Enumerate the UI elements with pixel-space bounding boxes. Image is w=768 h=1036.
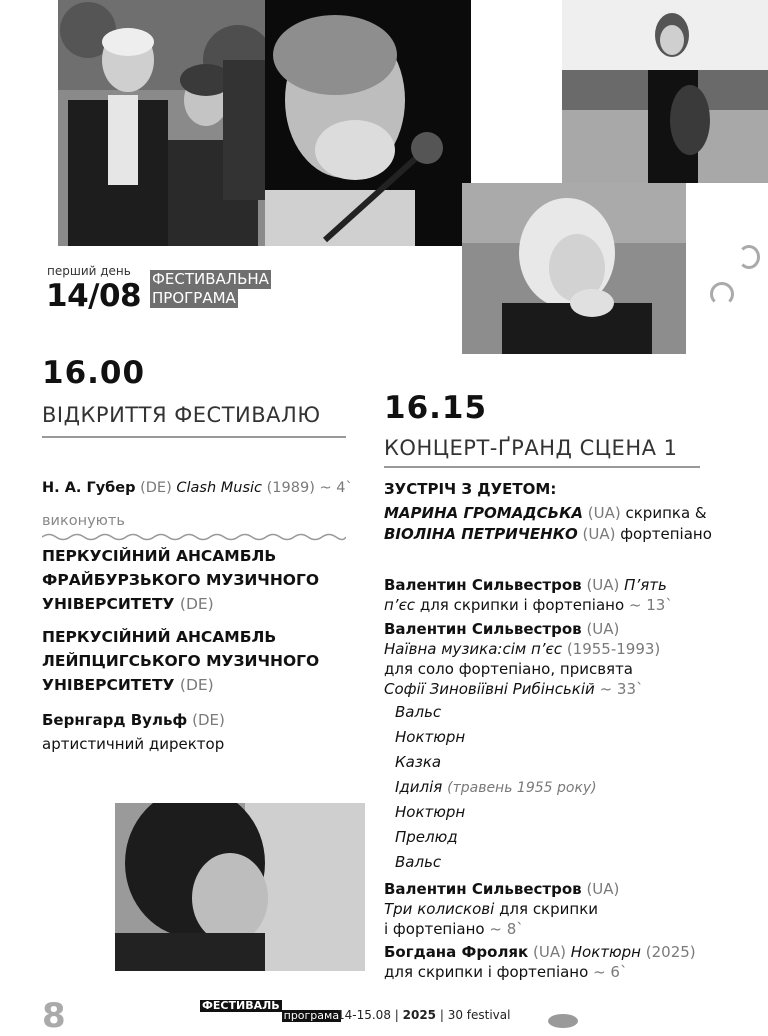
- movement: Ноктюрн: [395, 803, 466, 821]
- photo-woman-bottom: [115, 803, 365, 971]
- line: УНІВЕРСИТЕТУ: [42, 595, 175, 613]
- photo-singer: [265, 0, 471, 246]
- instrument: скрипка &: [625, 504, 707, 522]
- composer: Н. А. Губер: [42, 480, 136, 496]
- ensemble-leipzig: [42, 625, 319, 697]
- duo-name: МАРИНА ГРОМАДСЬКА: [384, 504, 583, 522]
- footer-year: 2025: [402, 1008, 437, 1022]
- country: (UA): [533, 943, 566, 961]
- movement-idyll: [395, 778, 597, 796]
- left-work: [42, 479, 353, 498]
- ensemble-freiburg: [42, 544, 319, 616]
- piece-title: Ноктюрн: [570, 943, 641, 961]
- line: ПЕРКУСІЙНИЙ АНСАМБЛЬ: [42, 547, 277, 565]
- movement: Прелюд: [395, 828, 458, 846]
- duo-name: ВІОЛІНА ПЕТРИЧЕНКО: [384, 525, 578, 543]
- country: (DE): [140, 480, 172, 496]
- country: (UA): [586, 880, 620, 898]
- photo-violinist: [562, 0, 768, 183]
- photo-pianist: [462, 183, 686, 354]
- country: (UA): [582, 525, 616, 543]
- piece-desc: для скрипки і фортепіано: [384, 963, 589, 981]
- line: ФРАЙБУРЗЬКОГО МУЗИЧНОГО: [42, 571, 320, 589]
- wave-divider: [42, 532, 346, 542]
- instrument: фортепіано: [620, 525, 712, 543]
- piece-3: [384, 879, 619, 939]
- right-time: 16.15: [384, 390, 488, 426]
- movement: Вальс: [395, 853, 442, 871]
- country: (DE): [179, 595, 214, 613]
- composer: Валентин Сильвестров: [384, 880, 582, 898]
- photo-couple: [58, 0, 265, 246]
- director: [42, 708, 225, 756]
- director-role: артистичний директор: [42, 735, 225, 753]
- footer-info: 14-15.08 | 2025 | 30 festival: [337, 1008, 511, 1022]
- line: УНІВЕРСИТЕТУ: [42, 676, 175, 694]
- footer-festival: 30 festival: [447, 1008, 511, 1022]
- ring-decoration: [710, 282, 734, 306]
- piece-title: п’єс: [384, 596, 416, 614]
- movement: Вальс: [395, 703, 442, 721]
- idyll-note: (травень 1955 року): [447, 780, 597, 796]
- left-divider: [42, 436, 346, 438]
- country: (DE): [179, 676, 214, 694]
- work-title: Clash Music: [176, 480, 263, 496]
- piece-desc: для скрипки: [499, 900, 599, 918]
- program-line2: ПРОГРАМА: [152, 289, 236, 307]
- program-tag: [150, 270, 271, 308]
- composer: Валентин Сильвестров: [384, 576, 582, 594]
- footer-blob-decoration: [548, 1014, 578, 1028]
- page-number: 8: [42, 996, 66, 1036]
- right-divider: [384, 466, 700, 468]
- piece-title: Три колискові: [384, 900, 495, 918]
- program-line1: ФЕСТИВАЛЬНА: [152, 270, 269, 288]
- piece-desc: для соло фортепіано, присвята: [384, 660, 634, 678]
- piece-desc: і фортепіано: [384, 920, 485, 938]
- right-title: КОНЦЕРТ-ҐРАНД СЦЕНА 1: [384, 436, 678, 460]
- footer-brand: [200, 999, 341, 1022]
- left-time: 16.00: [42, 355, 146, 391]
- piece-1: [384, 575, 673, 615]
- line: ПЕРКУСІЙНИЙ АНСАМБЛЬ: [42, 628, 277, 646]
- movement: Ідилія: [395, 778, 443, 796]
- composer: Валентин Сильвестров: [384, 620, 582, 638]
- date: 14/08: [46, 278, 142, 314]
- years: (1955-1993): [566, 640, 661, 658]
- movement: Казка: [395, 753, 442, 771]
- piece-desc: для скрипки і фортепіано: [419, 596, 625, 614]
- dedication: Софії Зиновіївні Рибінській: [384, 680, 595, 698]
- duration: ~ 4`: [319, 480, 353, 496]
- duration: ~ 13`: [628, 596, 673, 614]
- duration: ~ 33`: [599, 680, 644, 698]
- piece-2: [384, 619, 660, 699]
- country: (UA): [587, 504, 621, 522]
- duration: ~ 8`: [489, 920, 524, 938]
- piece-4: [384, 942, 696, 982]
- duration: ~ 6`: [593, 963, 628, 981]
- brand-1: ФЕСТИВАЛЬ: [202, 999, 280, 1012]
- left-title: ВІДКРИТТЯ ФЕСТИВАЛЮ: [42, 403, 321, 427]
- footer-dates: 14-15.08: [337, 1008, 391, 1022]
- country: (UA): [586, 620, 620, 638]
- ring-decoration: [738, 245, 760, 269]
- composer: Богдана Фроляк: [384, 943, 529, 961]
- director-name: Бернгард Вульф: [42, 711, 188, 729]
- performers-label: виконують: [42, 513, 125, 529]
- day-label: перший день: [47, 264, 131, 278]
- year: (2025): [645, 943, 696, 961]
- country: (UA): [586, 576, 620, 594]
- line: ЛЕЙПЦИГСЬКОГО МУЗИЧНОГО: [42, 652, 320, 670]
- movement: Ноктюрн: [395, 728, 466, 746]
- country: (DE): [192, 711, 225, 729]
- piece-title: Наївна музика:сім п’єс: [384, 640, 563, 658]
- duo: [384, 503, 712, 545]
- year: (1989): [266, 480, 315, 496]
- meeting-label: ЗУСТРІЧ З ДУЕТОМ:: [384, 480, 557, 498]
- brand-2: програма: [283, 1009, 340, 1022]
- piece-title: П’ять: [624, 576, 667, 594]
